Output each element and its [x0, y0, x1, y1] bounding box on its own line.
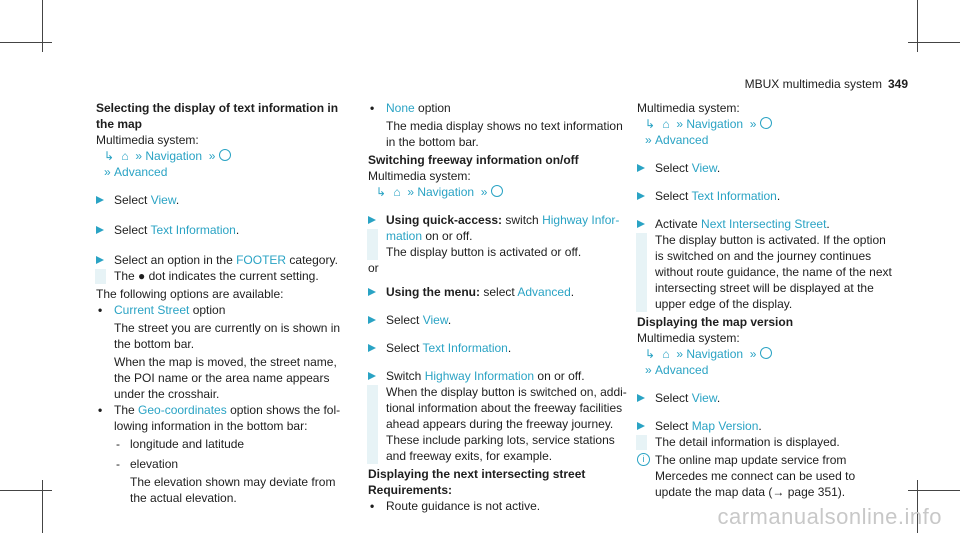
step-arrow-icon — [637, 164, 645, 172]
text: Select — [114, 193, 151, 207]
menu-path-cont — [637, 362, 907, 378]
menu-highway-information: Highway Infor- — [542, 213, 620, 227]
menu-highway-information: Highway Information — [424, 369, 535, 383]
step-arrow-icon — [368, 216, 376, 224]
crop-mark — [917, 0, 918, 52]
chevron-icon: » — [645, 363, 656, 377]
chevron-icon: » — [104, 165, 115, 179]
step-arrow-icon — [637, 394, 645, 402]
column-1 — [96, 100, 346, 506]
text: The media display shows no text information — [386, 119, 623, 133]
text: . — [570, 285, 575, 299]
text: on or off. — [422, 229, 473, 243]
text: longitude and latitude — [130, 437, 245, 451]
step-bar — [636, 233, 647, 312]
text: without route guidance, the name of the next — [655, 265, 892, 279]
crop-mark — [0, 42, 52, 43]
step — [96, 192, 346, 208]
step-arrow-icon — [637, 422, 645, 430]
menu-text-information: Text Information — [422, 341, 508, 355]
text: the POI name or the area name appears — [114, 371, 330, 385]
step — [368, 368, 628, 464]
text: category. — [286, 253, 338, 267]
running-header — [745, 76, 908, 92]
text: under the crosshair. — [114, 387, 220, 401]
text: . — [758, 419, 762, 433]
menu-highway-information-cont: mation — [386, 229, 423, 243]
text: elevation — [130, 457, 179, 471]
chevron-icon: » — [746, 347, 757, 361]
menu-advanced: Advanced — [655, 133, 709, 147]
menu-advanced: Advanced — [655, 363, 709, 377]
system-label: Multimedia system: — [368, 169, 471, 183]
menu-navigation: Navigation — [686, 347, 744, 361]
step — [368, 284, 628, 300]
step — [637, 188, 907, 204]
chevron-icon: » — [477, 185, 488, 199]
step-bar — [367, 229, 378, 260]
step-arrow-icon — [368, 316, 376, 324]
text: The online map update service from — [655, 453, 847, 467]
text: . — [716, 391, 721, 405]
section-title: Switching freeway information on/off — [368, 153, 579, 167]
crop-mark — [908, 490, 960, 491]
options-intro: The following options are available: — [96, 287, 284, 301]
step-arrow-icon — [368, 372, 376, 380]
option-current-street: Current Street — [114, 303, 190, 317]
list-item — [368, 100, 628, 150]
chevron-icon: » — [673, 117, 687, 131]
text: option — [414, 101, 451, 115]
menu-view: View — [150, 193, 176, 207]
settings-icon — [760, 117, 772, 129]
text: lowing information in the bottom bar: — [114, 419, 308, 433]
sub-list-item — [96, 456, 346, 506]
step — [637, 216, 907, 312]
text: and freeway exits, for example. — [386, 449, 553, 463]
step-arrow-icon — [637, 192, 645, 200]
option-none: None — [386, 101, 415, 115]
bullet-icon: • — [370, 101, 375, 115]
text: These include parking lots, service stations — [386, 433, 615, 447]
arrow-icon: ↳ — [645, 117, 656, 131]
menu-map-version: Map Version — [691, 419, 759, 433]
arrow-icon: ↳ — [645, 347, 656, 361]
text: the bottom bar. — [114, 337, 195, 351]
settings-icon — [491, 185, 503, 197]
menu-view: View — [691, 391, 717, 405]
text: . — [826, 217, 830, 231]
text: . — [447, 313, 452, 327]
text: Select — [114, 223, 151, 237]
list-item — [96, 402, 346, 434]
step — [96, 252, 346, 284]
text: option shows the fol- — [226, 403, 341, 417]
text: Using the menu: — [386, 285, 481, 299]
text: ahead appears during the freeway journey. — [386, 417, 614, 431]
step-arrow-icon — [96, 226, 104, 234]
step — [368, 312, 628, 328]
step-bar — [367, 385, 378, 464]
text: Select — [655, 161, 692, 175]
column-3 — [637, 100, 907, 500]
sub-list-item — [96, 436, 346, 452]
menu-view: View — [691, 161, 717, 175]
crop-mark — [42, 480, 43, 533]
step-bar — [95, 269, 106, 284]
chevron-icon: » — [746, 117, 757, 131]
text: Select an option in the — [114, 253, 237, 267]
info-icon: i — [637, 453, 650, 466]
menu-view: View — [422, 313, 448, 327]
chevron-icon: » — [404, 185, 418, 199]
settings-icon — [219, 149, 231, 161]
section-title-cont: the map — [96, 117, 143, 131]
menu-path — [368, 184, 628, 200]
bullet-icon: • — [98, 403, 103, 417]
step-arrow-icon — [96, 196, 104, 204]
list-item — [368, 498, 628, 514]
bullet-icon: • — [370, 499, 375, 513]
step — [637, 418, 907, 450]
list-item — [96, 302, 346, 402]
text-or: or — [368, 261, 379, 275]
text: The ● dot indicates the current setting. — [114, 269, 319, 283]
text: Select — [655, 189, 692, 203]
menu-next-intersecting-street: Next Intersecting Street — [701, 217, 827, 231]
home-icon: ⌂ — [662, 117, 670, 131]
chevron-icon: » — [205, 149, 216, 163]
text: The street you are currently on is shown in — [114, 321, 341, 335]
option-geo-coordinates: Geo-coordinates — [138, 403, 227, 417]
page-number: 349 — [887, 77, 908, 91]
chevron-icon: » — [132, 149, 146, 163]
section-title: Selecting the display of text information in — [96, 101, 339, 115]
text: The elevation shown may deviate from — [130, 475, 336, 489]
home-icon: ⌂ — [393, 185, 401, 199]
text: upper edge of the display. — [655, 297, 793, 311]
header-title: MBUX multimedia system — [744, 77, 882, 91]
crop-mark — [908, 42, 960, 43]
crop-mark — [42, 0, 43, 52]
arrow-icon: ↳ — [104, 149, 115, 163]
info-note — [637, 452, 907, 500]
text: is switched on and the journey continues — [655, 249, 872, 263]
menu-navigation: Navigation — [686, 117, 744, 131]
step — [368, 340, 628, 356]
chevron-icon: » — [673, 347, 687, 361]
text: select — [480, 285, 518, 299]
menu-advanced: Advanced — [517, 285, 571, 299]
requirements-label: Requirements: — [368, 483, 453, 497]
menu-path — [96, 148, 346, 164]
step-bar — [636, 435, 647, 450]
text: on or off. — [534, 369, 585, 383]
text: Select — [386, 341, 423, 355]
menu-advanced: Advanced — [114, 165, 168, 179]
dash-icon: - — [116, 437, 120, 451]
text: Using quick-access: — [386, 213, 503, 227]
step — [368, 212, 628, 260]
system-label: Multimedia system: — [637, 331, 740, 345]
text: in the bottom bar. — [386, 135, 479, 149]
text: Select — [655, 419, 692, 433]
text: the actual elevation. — [130, 491, 237, 505]
step-arrow-icon — [96, 256, 104, 264]
step — [96, 222, 346, 238]
menu-text-information: Text Information — [691, 189, 777, 203]
text: Activate — [655, 217, 702, 231]
section-title: Displaying the next intersecting street — [368, 467, 586, 481]
text: . — [507, 341, 512, 355]
column-2 — [368, 100, 628, 514]
text: switch — [502, 213, 543, 227]
chevron-icon: » — [645, 133, 656, 147]
menu-path-cont — [96, 164, 346, 180]
text: The detail information is displayed. — [655, 435, 840, 449]
text: . — [175, 193, 180, 207]
text: intersecting street will be displayed at the — [655, 281, 874, 295]
text: Route guidance is not active. — [386, 499, 541, 513]
arrow-icon: ↳ — [376, 185, 387, 199]
text: Switch — [386, 369, 425, 383]
step — [637, 390, 907, 406]
step-arrow-icon — [368, 288, 376, 296]
menu-text-information: Text Information — [150, 223, 236, 237]
step — [637, 160, 907, 176]
text: Mercedes me connect can be used to — [655, 469, 856, 483]
menu-navigation: Navigation — [417, 185, 475, 199]
text: update the map data (→ page 351). — [655, 485, 846, 499]
text: The — [114, 403, 139, 417]
home-icon: ⌂ — [662, 347, 670, 361]
text: When the map is moved, the street name, — [114, 355, 337, 369]
home-icon: ⌂ — [121, 149, 129, 163]
menu-navigation: Navigation — [145, 149, 203, 163]
text: tional information about the freeway facilities — [386, 401, 623, 415]
text: The display button is activated or off. — [386, 245, 582, 259]
text: . — [776, 189, 781, 203]
bullet-icon: • — [98, 303, 103, 317]
crop-mark — [0, 490, 52, 491]
system-label: Multimedia system: — [96, 133, 199, 147]
menu-footer: FOOTER — [236, 253, 287, 267]
text: Select — [655, 391, 692, 405]
text: . — [235, 223, 240, 237]
dash-icon: - — [116, 457, 120, 471]
text: option — [189, 303, 226, 317]
text: . — [716, 161, 721, 175]
watermark: carmanualsonline.info — [717, 504, 942, 529]
section-title: Displaying the map version — [637, 315, 794, 329]
menu-path-cont — [637, 132, 907, 148]
system-label: Multimedia system: — [637, 101, 740, 115]
menu-path — [637, 116, 907, 132]
step-arrow-icon — [637, 220, 645, 228]
text: When the display button is switched on, addi- — [386, 385, 627, 399]
settings-icon — [760, 347, 772, 359]
step-arrow-icon — [368, 344, 376, 352]
text: Select — [386, 313, 423, 327]
menu-path — [637, 346, 907, 362]
text: The display button is activated. If the option — [655, 233, 886, 247]
